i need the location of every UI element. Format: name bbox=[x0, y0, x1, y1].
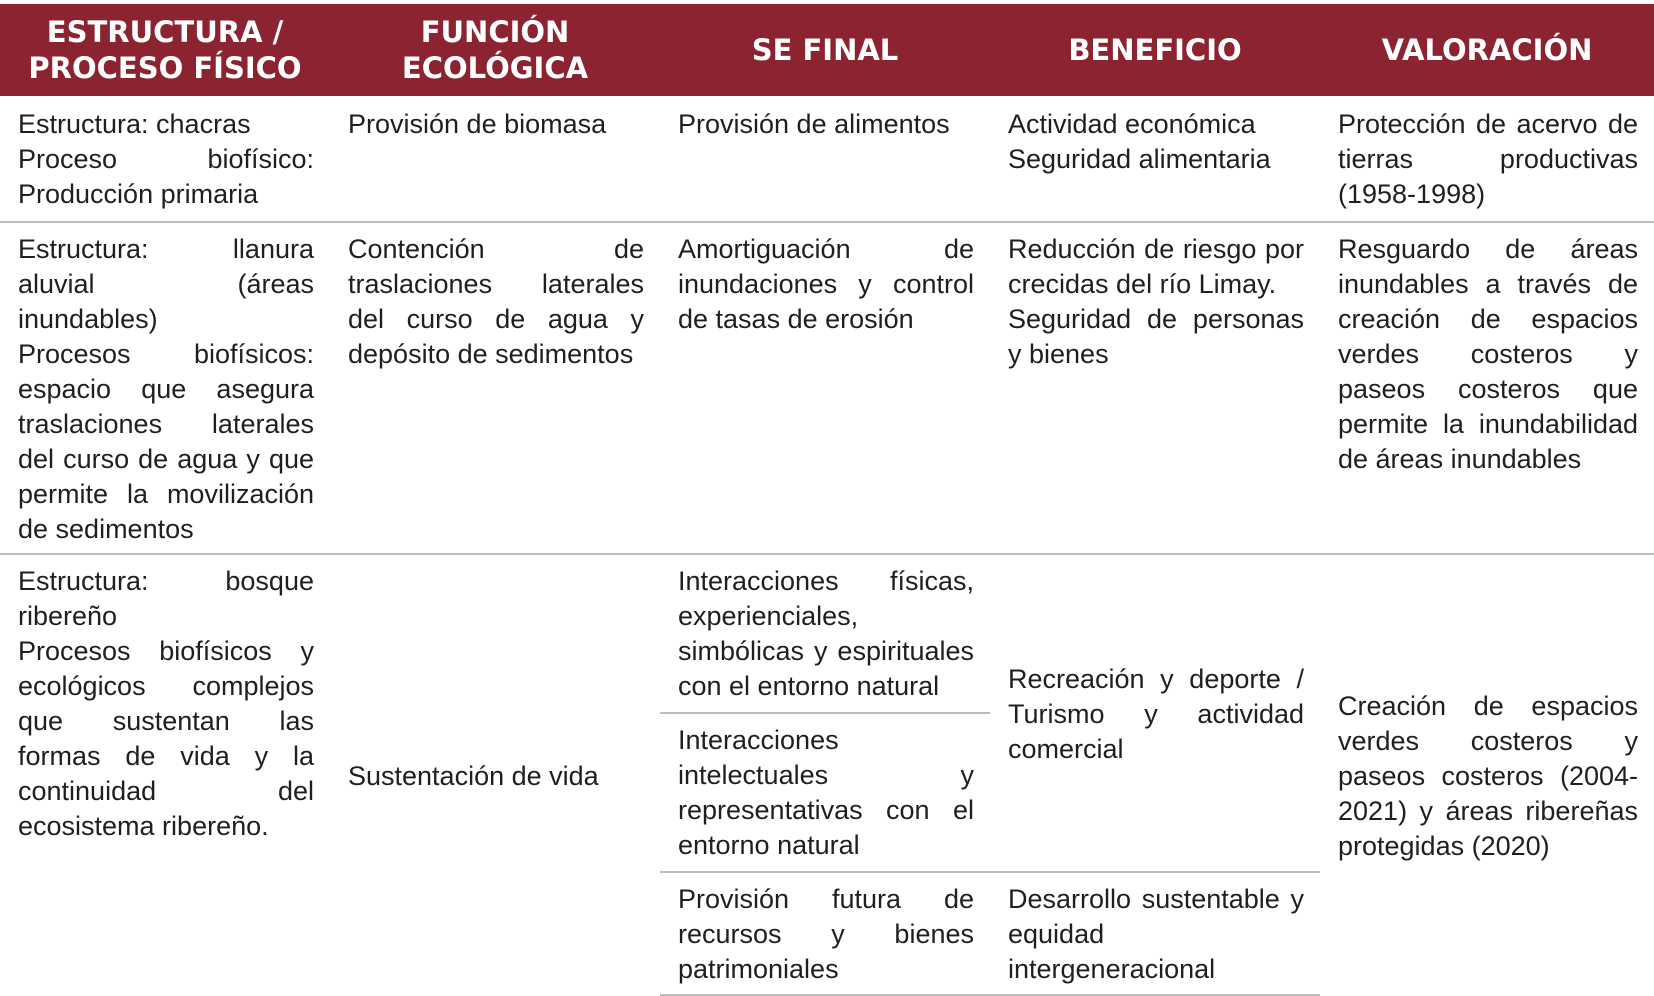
cell-beneficio: Desarrollo sustentable y equidad intergeneracional bbox=[990, 872, 1320, 995]
cell-beneficio bbox=[990, 222, 1320, 554]
cell-estructura bbox=[0, 222, 330, 554]
cell-line: Seguridad alimentaria bbox=[1008, 144, 1271, 174]
cell-valoracion: Protección de acervo de tierras productivas (1958-1998) bbox=[1320, 97, 1654, 222]
cell-line: Estructura: llanura aluvial (áreas inundables) bbox=[18, 234, 314, 334]
header-valoracion: VALORACIÓN bbox=[1320, 4, 1654, 97]
cell-se-final: Interacciones intelectuales y representativas con el entorno natural bbox=[660, 713, 990, 872]
cell-valoracion: Resguardo de áreas inundables a través de creación de espacios verdes costeros y paseos costeros que permite la inundabilidad de áreas inundables bbox=[1320, 222, 1654, 554]
header-estructura: ESTRUCTURA / PROCESO FÍSICO bbox=[0, 4, 330, 97]
cell-line: Proceso biofísico: Producción primaria bbox=[18, 144, 314, 209]
cell-beneficio: Recreación y deporte / Turismo y actividad comercial bbox=[990, 554, 1320, 872]
table-row bbox=[0, 222, 1654, 554]
header-beneficio: BENEFICIO bbox=[990, 4, 1320, 97]
table-row bbox=[0, 97, 1654, 222]
cell-se-final: Provisión de alimentos bbox=[660, 97, 990, 222]
ecosystem-services-table bbox=[0, 4, 1654, 996]
table-row bbox=[0, 554, 1654, 713]
cell-estructura bbox=[0, 554, 330, 995]
cell-valoracion: Creación de espacios verdes costeros y paseos costeros (2004-2021) y áreas ribereñas protegidas (2020) bbox=[1338, 691, 1638, 861]
cell-beneficio bbox=[990, 97, 1320, 222]
cell-funcion: Sustentación de vida bbox=[348, 761, 599, 791]
cell-funcion: Contención de traslaciones laterales del curso de agua y depósito de sedimentos bbox=[330, 222, 660, 554]
cell-line: Procesos biofísicos: espacio que asegura traslaciones laterales del curso de agua y que permite la movilización de sedimentos bbox=[18, 339, 314, 544]
header-row bbox=[0, 4, 1654, 97]
cell-line: Estructura: bosque ribereño bbox=[18, 566, 314, 631]
cell-line: Procesos biofísicos y ecológicos complejos que sustentan las formas de vida y la continuidad del ecosistema ribereño. bbox=[18, 636, 314, 841]
cell-estructura bbox=[0, 97, 330, 222]
cell-se-final: Amortiguación de inundaciones y control de tasas de erosión bbox=[660, 222, 990, 554]
header-funcion: FUNCIÓN ECOLÓGICA bbox=[330, 4, 660, 97]
cell-line: Seguridad de personas y bienes bbox=[1008, 304, 1304, 369]
cell-se-final: Interacciones físicas, experienciales, simbólicas y espirituales con el entorno natural bbox=[660, 554, 990, 713]
cell-se-final: Provisión futura de recursos y bienes patrimoniales bbox=[660, 872, 990, 995]
header-se-final: SE FINAL bbox=[660, 4, 990, 97]
cell-line: Actividad económica bbox=[1008, 109, 1256, 139]
cell-funcion: Provisión de biomasa bbox=[330, 97, 660, 222]
cell-line: Reducción de riesgo por crecidas del río Limay. bbox=[1008, 234, 1304, 299]
cell-line: Estructura: chacras bbox=[18, 109, 251, 139]
